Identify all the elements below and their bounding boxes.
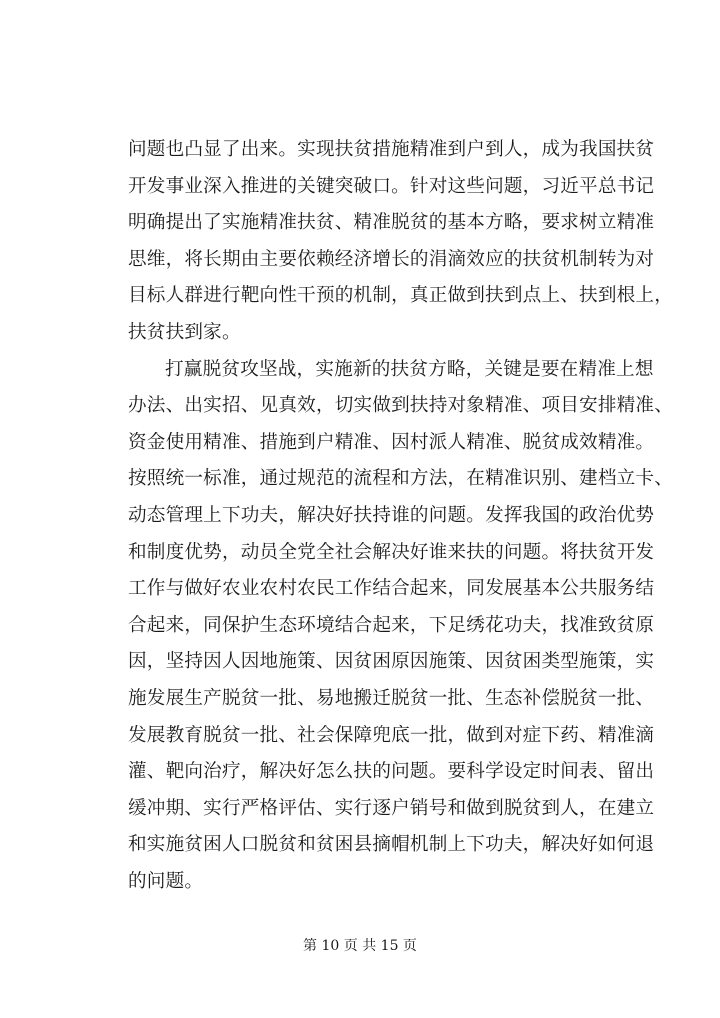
text-line: 目标人群进行靶向性干预的机制，真正做到扶到点上、扶到根上， — [128, 285, 674, 307]
text-line: 问题也凸显了出来。实现扶贫措施精准到户到人，成为我国扶贫 — [128, 139, 655, 160]
page-footer — [0, 937, 720, 955]
text-line: 办法、出实招、见真效，切实做到扶持对象精准、项目安排精准、 — [128, 395, 674, 417]
text-line: 资金使用精准、措施到户精准、因村派人精准、脱贫成效精准。 — [128, 431, 655, 453]
text-line: 合起来，同保护生态环境结合起来，下足绣花功夫，找准致贫原 — [128, 614, 655, 636]
text-line: 工作与做好农业农村农民工作结合起来，同发展基本公共服务结 — [128, 578, 655, 600]
text-line: 的问题。 — [128, 870, 204, 892]
text-line: 施发展生产脱贫一批、易地搬迁脱贫一批、生态补偿脱贫一批、 — [128, 687, 655, 709]
body-text — [128, 132, 674, 900]
paragraph-2 — [128, 352, 674, 901]
text-line: 缓冲期、实行严格评估、实行逐户销号和做到脱贫到人，在建立 — [128, 797, 655, 819]
paragraph-1 — [128, 132, 674, 352]
text-line: 因，坚持因人因地施策、因贫困原因施策、因贫困类型施策，实 — [128, 651, 655, 673]
text-line: 思维，将长期由主要依赖经济增长的涓滴效应的扶贫机制转为对 — [128, 248, 655, 270]
text-line: 打赢脱贫攻坚战，实施新的扶贫方略，关键是要在精准上想 — [165, 358, 654, 380]
text-line: 动态管理上下功夫，解决好扶持谁的问题。发挥我国的政治优势 — [128, 504, 655, 526]
text-line: 扶贫扶到家。 — [128, 321, 241, 343]
text-line: 按照统一标准，通过规范的流程和方法，在精准识别、建档立卡、 — [128, 468, 674, 490]
text-line: 明确提出了实施精准扶贫、精准脱贫的基本方略，要求树立精准 — [128, 212, 655, 234]
text-line: 和制度优势，动员全党全社会解决好谁来扶的问题。将扶贫开发 — [128, 541, 655, 563]
text-line: 灌、靶向治疗，解决好怎么扶的问题。要科学设定时间表、留出 — [128, 761, 655, 783]
text-line: 和实施贫困人口脱贫和贫困县摘帽机制上下功夫，解决好如何退 — [128, 834, 655, 856]
text-line: 开发事业深入推进的关键突破口。针对这些问题，习近平总书记 — [128, 175, 655, 197]
page-indicator: 第 10 页 共 15 页 — [303, 938, 417, 954]
text-line: 发展教育脱贫一批、社会保障兜底一批，做到对症下药、精准滴 — [128, 724, 655, 746]
